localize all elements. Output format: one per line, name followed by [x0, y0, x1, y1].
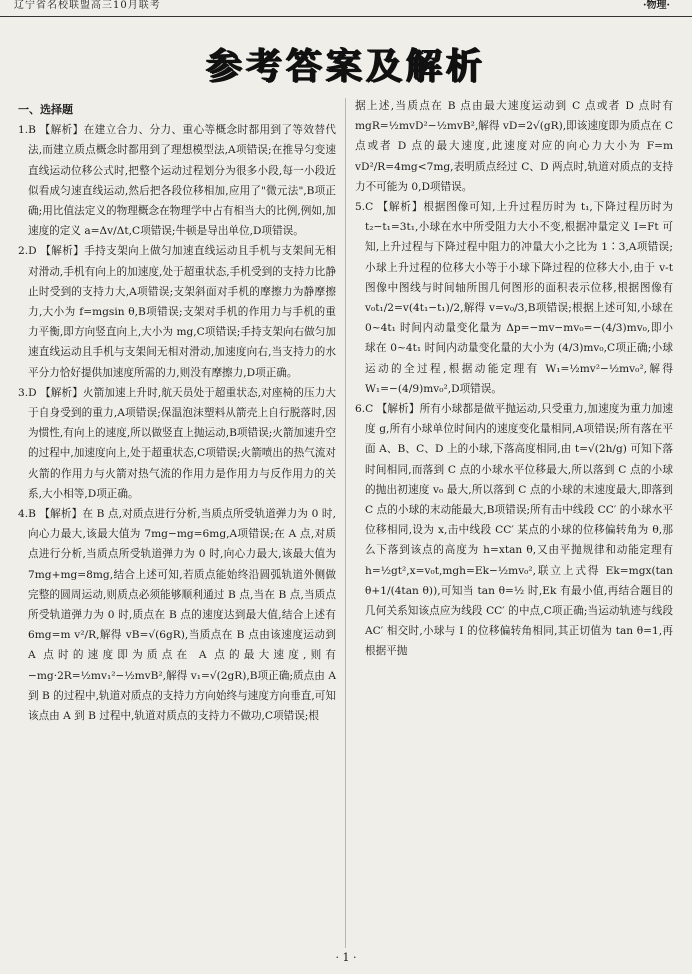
header-left: 辽宁省名校联盟高三10月联考	[14, 0, 161, 11]
page-number: · 1 ·	[335, 951, 357, 964]
left-column	[18, 100, 336, 726]
column-divider	[345, 98, 346, 948]
answer-2: 2.D 【解析】手持支架向上做匀加速直线运动且手机与支架间无相对滑动,手机有向上的加速度,处于超重状态,手机受到的支持力比静止时受到的支持力大,A项错误;支架斜面对手机的摩擦力为静摩擦力,大小为 f=mgsin θ,B项错误;支架对手机的作用力与手机的重力平衡,即方向竖直向上,大小为 mg,C项错误;手持支架向右做匀加速直线运动且手机与支架间无相对滑动,加速度向右,当支持力的水平分力恰好提供加速度所需的力,则没有摩擦力,D项正确。	[18, 245, 336, 379]
section-heading: 一、选择题	[18, 103, 73, 116]
header-subject: ·物理·	[643, 0, 670, 11]
running-header	[0, 0, 692, 17]
page-title: 参考答案及解析	[205, 46, 486, 87]
answer-5: 5.C 【解析】根据图像可知,上升过程历时为 t₁,下降过程历时为 t₂−t₁=3t₁,小球在水中所受阻力大小不变,根据冲量定义 I=Ft 可知,上升过程与下降过程中阻力的冲量大小之比为 1∶3,A项错误;小球上升过程的位移大小等于小球下降过程的位移大小,由于 v-t 图像中图线与时间轴所围几何图形的面积表示位移,根据图像有 v₀t₁/2=v(4t₁−t₁)/2,解得 v=v₀/3,B项错误;根据上述可知,小球在 0~4t₁ 时间内动量变化量为 Δp=−mv−mv₀=−(4/3)mv₀,即小球在 0~4t₁ 时间内动量变化量的大小为 (4/3)mv₀,C项正确;小球运动的全过程,根据动能定理有 W₁=½mv²−½mv₀²,解得 W₁=−(4/9)mv₀²,D项错误。	[355, 201, 673, 395]
answer-6: 6.C 【解析】所有小球都是做平抛运动,只受重力,加速度为重力加速度 g,所有小球单位时间内的速度变化量相同,A项错误;所有落在平面 A、B、C、D 上的小球,下落高度相同,由 t=√(2h/g) 可知下落时间相同,而落到 C 点的小球水平位移最大,所以落到 C 点的小球的抛出初速度 v₀ 最大,所以落到 C 点的小球的末速度最大,即落到 C 点的小球的末动能最大,B项错误;所有击中线段 CC′ 的小球水平位移相同,设为 x,击中线段 CC′ 某点的小球的位移偏转角为 θ,那么下落到该点的高度为 h=xtan θ,又由平抛规律和动能定理有 h=½gt²,x=v₀t,mgh=Ek−½mv₀²,联立上式得 Ek=mgx(tan θ+1/(4tan θ)),可知当 tan θ=½ 时,Ek 有最小值,再结合题目的几何关系知该点应为线段 CC′ 的中点,C项正确;当运动轨迹与线段 AC′ 相交时,小球与 I 的位移偏转角相同,其正切值为 tan θ=1,再根据平抛	[355, 403, 673, 658]
answer-4: 4.B 【解析】在 B 点,对质点进行分析,当质点所受轨道弹力为 0 时,向心力最大,该最大值为 7mg−mg=6mg,A项错误;在 A 点,对质点进行分析,当质点所受轨道弹力为 0 时,向心力最大,该最大值为 7mg+mg=8mg,结合上述可知,若质点能始终沿圆弧轨道外侧做完整的圆周运动,则质点必须能够顺利通过 B 点,当在 B 点,当质点所受轨道弹力为 0 时,质点在 B 点的速度达到最大值,结合上述有 6mg=m v²/R,解得 vB=√(6gR),当质点在 B 点由该速度运动到 A 点时的速度即为质点在 A 点的最大速度,则有 −mg·2R=½mv₁²−½mvB²,解得 v₁=√(2gR),B项正确;质点由 A 到 B 的过程中,轨道对质点的支持力方向始终与速度方向垂直,可知该点由 A 到 B 过程中,轨道对质点的支持力不做功,C项错误;根	[18, 508, 336, 723]
answer-1: 1.B 【解析】在建立合力、分力、重心等概念时都用到了等效替代法,而建立质点概念时都用到了理想模型法,A项错误;在推导匀变速直线运动位移公式时,把整个运动过程划分为很多小段,每一小段近似看成匀速直线运动,然后把各段位移相加,应用了"微元法",B项正确;用比值法定义的物理概念在物理学中占有相当大的比例,例如,加速度的定义 a=Δv/Δt,C项错误;牛顿是导出单位,D项错误。	[18, 124, 336, 238]
answer-4-continued: 据上述,当质点在 B 点由最大速度运动到 C 点或者 D 点时有 mgR=½mvD²−½mvB²,解得 vD=2√(gR),即该速度即为质点在 C 点或者 D 点的最大速度,此速度对应的向心力大小为 F=m vD²/R=4mg<7mg,表明质点经过 C、D 两点时,轨道对质点的支持力不可能为 0,D项错误。	[355, 100, 673, 193]
answer-3: 3.D 【解析】火箭加速上升时,航天员处于超重状态,对座椅的压力大于自身受到的重力,A项错误;保温泡沫塑料从箭壳上自行脱落时,因为惯性,有向上的速度,所以做竖直上抛运动,B项错误;火箭加速升空的过程中,加速度向上,处于超重状态,C项错误;火箭喷出的热气流对火箭的作用力与火箭对热气流的作用力是作用力与反作用力的关系,大小相等,D项正确。	[18, 386, 336, 500]
right-column	[355, 96, 673, 662]
